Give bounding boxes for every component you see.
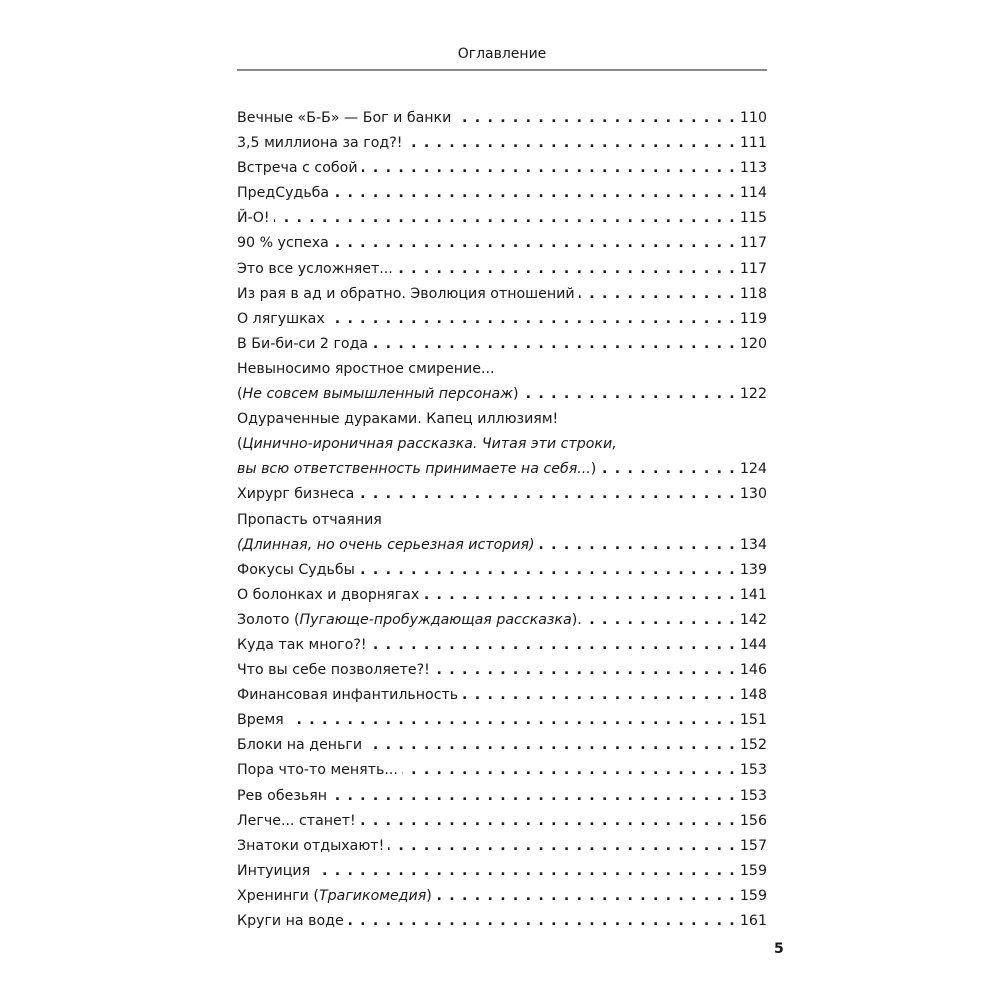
dot-leader bbox=[455, 106, 736, 131]
toc-entry-line bbox=[237, 533, 767, 558]
toc-page-number: 153 bbox=[739, 787, 767, 804]
toc-subtitle-italic: вы всю ответственность принимаете на себя... bbox=[237, 461, 591, 478]
dot-leader bbox=[362, 156, 736, 181]
toc-entry-line bbox=[237, 282, 767, 307]
toc-entry-line bbox=[237, 733, 767, 758]
dot-leader bbox=[371, 633, 736, 658]
dot-leader bbox=[434, 658, 736, 683]
toc-page-number: 117 bbox=[739, 260, 767, 277]
toc-entry-title bbox=[237, 231, 329, 256]
toc-page-number: 152 bbox=[739, 737, 767, 754]
toc-entry-title bbox=[237, 834, 384, 859]
dot-leader bbox=[372, 332, 736, 357]
toc-page-number: 141 bbox=[739, 586, 767, 603]
toc-entry-title bbox=[237, 533, 535, 558]
toc-entry-title bbox=[237, 508, 382, 533]
page-number: 5 bbox=[774, 941, 784, 957]
toc-entry-title bbox=[237, 432, 617, 457]
toc-entry[interactable] bbox=[237, 784, 767, 809]
toc-entry-title bbox=[237, 382, 519, 407]
toc-entry-line bbox=[237, 558, 767, 583]
toc-title-text: 90 % успеха bbox=[237, 235, 329, 252]
toc-title-text: Рев обезьян bbox=[237, 787, 328, 804]
toc-page-number: 110 bbox=[739, 110, 767, 126]
toc-entry-line bbox=[237, 683, 767, 708]
toc-title-text: О болонках и дворнягах bbox=[237, 586, 420, 603]
toc-page-number: 151 bbox=[739, 712, 767, 729]
toc-title-text: ( bbox=[237, 386, 243, 403]
toc-page-number: 115 bbox=[739, 210, 767, 227]
toc-title-text: ). bbox=[571, 611, 582, 628]
dot-leader bbox=[397, 257, 736, 282]
toc-entry-line bbox=[237, 131, 767, 156]
toc-entry-line bbox=[237, 181, 767, 206]
toc-entry[interactable] bbox=[237, 608, 767, 633]
toc-title-text: Невыносимо яростное смирение... bbox=[237, 360, 495, 377]
toc-title-text: Фокусы Судьбы bbox=[237, 561, 355, 578]
toc-entry-title bbox=[237, 658, 430, 683]
toc-page-number: 161 bbox=[739, 913, 767, 929]
toc-entry-line bbox=[237, 357, 767, 382]
toc-title-text: Одураченные дураками. Капец иллюзиям! bbox=[237, 411, 559, 428]
toc-entry-line bbox=[237, 156, 767, 181]
toc-title-text: Это все усложняет... bbox=[237, 260, 393, 277]
toc-title-text: Хренинги ( bbox=[237, 887, 319, 904]
toc-entry[interactable] bbox=[237, 834, 767, 859]
toc-page-number: 159 bbox=[739, 887, 767, 904]
toc-page-number: 159 bbox=[739, 862, 767, 879]
toc-title-text: Что вы себе позволяете?! bbox=[237, 662, 430, 679]
toc-entry-line bbox=[237, 482, 767, 507]
toc-subtitle-italic: Не совсем вымышленный персонаж bbox=[242, 386, 514, 403]
toc-title-text: ( bbox=[237, 436, 243, 453]
toc-title-text: Встреча с собой bbox=[237, 160, 358, 177]
toc-title-text: Блоки на деньги bbox=[237, 737, 363, 754]
toc-entry[interactable] bbox=[237, 206, 767, 231]
toc-page-number: 119 bbox=[739, 310, 767, 327]
toc-entry[interactable] bbox=[237, 307, 767, 332]
toc-entry-title bbox=[237, 156, 358, 181]
toc-page-number: 120 bbox=[739, 335, 767, 352]
dot-leader bbox=[348, 909, 736, 934]
dot-leader bbox=[333, 231, 736, 256]
toc-entry[interactable] bbox=[237, 583, 767, 608]
toc-entry-title bbox=[237, 332, 368, 357]
toc-page-number: 114 bbox=[739, 185, 767, 202]
dot-leader bbox=[462, 683, 736, 708]
toc-title-text: Пропасть отчаяния bbox=[237, 511, 382, 528]
toc-title-text: Знатоки отдыхают! bbox=[237, 837, 385, 854]
toc-title-text: Из рая в ад и обратно. Эволюция отношений bbox=[237, 285, 575, 302]
toc-entry-line bbox=[237, 257, 767, 282]
toc-title-text: Время bbox=[237, 712, 284, 729]
toc-entry[interactable] bbox=[237, 407, 767, 482]
dot-leader bbox=[402, 758, 736, 783]
toc-entry[interactable] bbox=[237, 859, 767, 884]
toc-entry-title bbox=[237, 357, 495, 382]
toc-entry-line bbox=[237, 583, 767, 608]
toc-entry-title bbox=[237, 206, 270, 231]
toc-entry-title bbox=[237, 708, 284, 733]
toc-page-number: 130 bbox=[739, 486, 767, 503]
toc-subtitle-italic: Трагикомедия bbox=[318, 887, 427, 904]
toc-entry[interactable] bbox=[237, 733, 767, 758]
toc-entry-title bbox=[237, 784, 327, 809]
toc-entry[interactable] bbox=[237, 357, 767, 407]
toc-subtitle-italic: Пугающе-пробуждающая рассказка bbox=[299, 611, 572, 628]
toc-entry-title bbox=[237, 558, 355, 583]
dot-leader bbox=[359, 558, 736, 583]
toc-page-number: 157 bbox=[739, 837, 767, 854]
toc-entry[interactable] bbox=[237, 282, 767, 307]
toc-entry-line bbox=[237, 307, 767, 332]
toc-entry-title bbox=[237, 733, 362, 758]
toc-entry-title bbox=[237, 809, 356, 834]
toc-subtitle-italic: (Длинная, но очень серьезная история) bbox=[237, 536, 535, 553]
table-of-contents bbox=[237, 106, 767, 934]
toc-entry-line bbox=[237, 708, 767, 733]
toc-entry-line bbox=[237, 784, 767, 809]
dot-leader bbox=[333, 181, 736, 206]
toc-entry[interactable] bbox=[237, 482, 767, 507]
toc-page-number: 142 bbox=[739, 611, 767, 628]
toc-title-text: Вечные «Б-Б» — Бог и банки bbox=[237, 110, 452, 126]
toc-title-text: Хирург бизнеса bbox=[237, 486, 355, 503]
toc-entry-line bbox=[237, 834, 767, 859]
toc-title-text: Интуиция bbox=[237, 862, 311, 879]
toc-page-number: 156 bbox=[739, 812, 767, 829]
toc-entry-line bbox=[237, 508, 767, 533]
toc-entry-title bbox=[237, 181, 329, 206]
toc-entry[interactable] bbox=[237, 809, 767, 834]
toc-title-text: ) bbox=[426, 887, 432, 904]
toc-title-text: 3,5 миллиона за год?! bbox=[237, 135, 403, 152]
toc-entry-line bbox=[237, 332, 767, 357]
toc-entry-line bbox=[237, 909, 767, 934]
toc-page-number: 146 bbox=[739, 662, 767, 679]
toc-entry-line bbox=[237, 407, 767, 432]
dot-leader bbox=[329, 307, 736, 332]
toc-entry-title bbox=[237, 859, 310, 884]
toc-entry-line bbox=[237, 206, 767, 231]
toc-title-text: О лягушках bbox=[237, 310, 325, 327]
toc-entry-title bbox=[237, 482, 354, 507]
dot-leader bbox=[539, 533, 736, 558]
dot-leader bbox=[358, 482, 736, 507]
dot-leader bbox=[436, 884, 736, 909]
toc-title-text: ) bbox=[513, 386, 519, 403]
toc-entry[interactable] bbox=[237, 508, 767, 558]
toc-title-text: Й-О! bbox=[237, 210, 270, 227]
dot-leader bbox=[274, 206, 736, 231]
toc-entry[interactable] bbox=[237, 658, 767, 683]
toc-entry-title bbox=[237, 457, 596, 482]
toc-entry[interactable] bbox=[237, 156, 767, 181]
toc-subtitle-italic: Цинично-ироничная рассказка. Читая эти строки, bbox=[242, 436, 617, 453]
toc-page-number: 148 bbox=[739, 687, 767, 704]
toc-entry[interactable] bbox=[237, 683, 767, 708]
toc-entry-line bbox=[237, 608, 767, 633]
toc-title-text: Финансовая инфантильность bbox=[237, 687, 459, 704]
toc-page-number: 118 bbox=[739, 285, 767, 302]
toc-entry[interactable] bbox=[237, 884, 767, 909]
toc-entry-line bbox=[237, 106, 767, 131]
dot-leader bbox=[314, 859, 736, 884]
dot-leader bbox=[388, 834, 736, 859]
toc-entry[interactable] bbox=[237, 257, 767, 282]
toc-entry-title bbox=[237, 633, 367, 658]
toc-entry-title bbox=[237, 407, 558, 432]
toc-title-text: ) bbox=[590, 461, 597, 478]
toc-entry-line bbox=[237, 758, 767, 783]
toc-entry-title bbox=[237, 884, 432, 909]
toc-entry-title bbox=[237, 608, 582, 633]
toc-entry[interactable] bbox=[237, 231, 767, 256]
dot-leader bbox=[366, 733, 736, 758]
dot-leader bbox=[586, 608, 736, 633]
dot-leader bbox=[523, 382, 736, 407]
toc-title-text: В Би-би-си 2 года bbox=[237, 335, 369, 352]
toc-entry[interactable] bbox=[237, 909, 767, 934]
toc-page-number: 134 bbox=[739, 536, 767, 553]
toc-entry[interactable] bbox=[237, 708, 767, 733]
dot-leader bbox=[406, 131, 735, 156]
toc-page-number: 111 bbox=[739, 135, 767, 152]
toc-entry-title bbox=[237, 683, 458, 708]
toc-entry-title bbox=[237, 282, 575, 307]
toc-entry-title bbox=[237, 106, 451, 131]
dot-leader bbox=[600, 457, 736, 482]
dot-leader bbox=[331, 784, 736, 809]
toc-page-number: 144 bbox=[739, 636, 767, 653]
dot-leader bbox=[288, 708, 736, 733]
toc-entry-line bbox=[237, 884, 767, 909]
toc-entry-title bbox=[237, 307, 325, 332]
toc-page-number: 153 bbox=[739, 762, 767, 779]
dot-leader bbox=[360, 809, 736, 834]
toc-entry-line bbox=[237, 231, 767, 256]
toc-page-number: 122 bbox=[739, 386, 767, 403]
toc-page-number: 117 bbox=[739, 235, 767, 252]
toc-entry[interactable] bbox=[237, 758, 767, 783]
toc-title-text: Круги на воде bbox=[237, 913, 344, 929]
toc-entry[interactable] bbox=[237, 558, 767, 583]
toc-title-text: ПредСудьба bbox=[237, 185, 330, 202]
toc-page-number: 113 bbox=[739, 160, 767, 177]
toc-entry-line bbox=[237, 859, 767, 884]
toc-entry-title bbox=[237, 583, 419, 608]
toc-entry-title bbox=[237, 909, 344, 934]
toc-title-text: Золото ( bbox=[237, 611, 300, 628]
toc-entry[interactable] bbox=[237, 106, 767, 131]
header-rule bbox=[237, 69, 767, 71]
dot-leader bbox=[423, 583, 736, 608]
running-header: Оглавление bbox=[457, 46, 547, 62]
toc-entry-line bbox=[237, 432, 767, 457]
toc-entry-title bbox=[237, 257, 393, 282]
toc-title-text: Куда так много?! bbox=[237, 636, 367, 653]
toc-entry-line bbox=[237, 633, 767, 658]
toc-entry-line bbox=[237, 382, 767, 407]
toc-entry[interactable] bbox=[237, 131, 767, 156]
toc-title-text: Легче... станет! bbox=[237, 812, 356, 829]
toc-entry[interactable] bbox=[237, 332, 767, 357]
toc-entry-title bbox=[237, 131, 402, 156]
toc-entry-line bbox=[237, 658, 767, 683]
dot-leader bbox=[579, 282, 736, 307]
toc-entry-line bbox=[237, 457, 767, 482]
toc-entry-title bbox=[237, 758, 398, 783]
toc-title-text: Пора что-то менять... bbox=[237, 762, 398, 779]
toc-page-number: 124 bbox=[739, 461, 767, 478]
toc-page-number: 139 bbox=[739, 561, 767, 578]
toc-entry[interactable] bbox=[237, 633, 767, 658]
toc-entry-line bbox=[237, 809, 767, 834]
toc-entry[interactable] bbox=[237, 181, 767, 206]
